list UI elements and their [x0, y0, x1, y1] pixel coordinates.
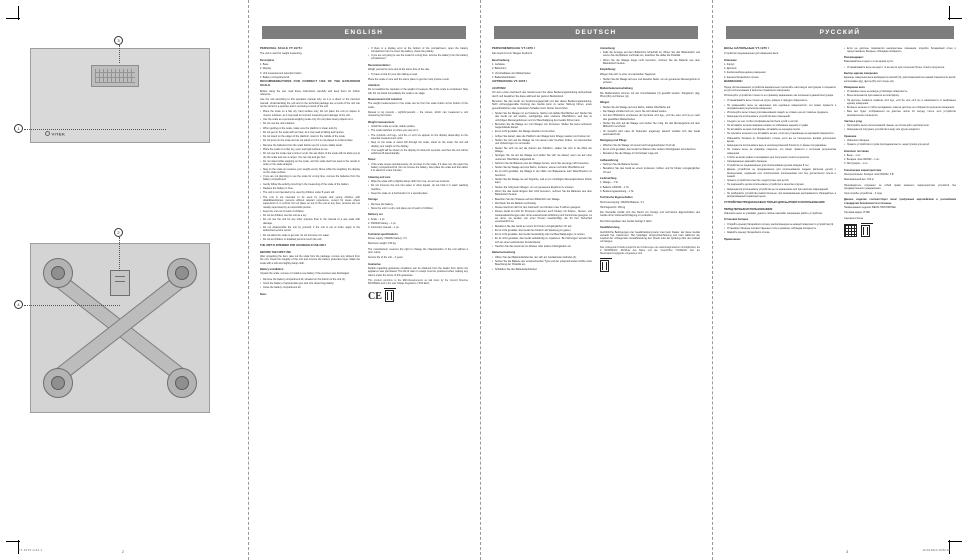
text-block-li: • Устанавливайте весы только на сухую, ровную и твёрдую поверхность.	[724, 99, 836, 102]
text-block-p: Do not swallow the capsules or the weight of measure. Be of the scale is considered. Stay still. Do not stand immediately the scale is an stage.	[368, 88, 468, 95]
logo-mark-icon	[45, 131, 50, 136]
text-block-li: • Запрещается использовать устройство вне помещений.	[724, 115, 836, 118]
text-block-li: • Bewahren Sie das Gerät an einem für Kinder unzugänglichen Ort auf.	[492, 225, 592, 228]
print-code-left: VT-1976.indd 1	[18, 548, 43, 552]
text-block-p: Единицы измерения веса выбираются кнопкой (3), расположенной на нижней поверхности весов: килограммы (kg), фунты (lb) или стоуны (st).	[844, 76, 956, 83]
text-block-li: • Springen Sie nie auf die Waage und stellen Sie sich nie darauf, wenn sie auf einer unebenen Oberfläche aufgestellt ist.	[492, 154, 592, 161]
text-block-h2: Batterieeinsetzung	[492, 251, 516, 255]
text-block-p: Срок службы устройства – 3 года	[844, 192, 882, 196]
text-block-li: • Bewahren Sie das Gerät an einem trockenen, kühlen und für Kinder unzugänglichen Ort auf.	[600, 167, 700, 174]
callout-2: 2	[114, 228, 123, 237]
text-block-li: • Do not get on the scale with wet feet, as it may lead to falling and injuries.	[260, 131, 360, 134]
text-block-h2: Maßeinheitenumschaltung	[600, 87, 633, 91]
text-block-p: Maximum weight: 150 kg	[368, 242, 396, 246]
text-block-li: • Öffnen Sie den Batteriefachdeckel, der sich am Geräteboden befindet (4).	[492, 256, 592, 259]
text-block-h2: Cleaning and care	[368, 175, 391, 179]
text-block-li: • The scale switches on when you step on it.	[368, 129, 468, 132]
waste-bin-icon	[385, 290, 394, 302]
text-block-p: Электропитание: батарея типа CR2032, 3 В	[844, 173, 894, 177]
text-block-h2: УСТРОЙСТВО ПРЕДНАЗНАЧЕНО ТОЛЬКО ДЛЯ БЫТОВОГО ИСПОЛЬЗОВАНИЯ	[724, 201, 825, 205]
text-block-li: • Stellen Sie die Waage auf eine flache, trockene, ebene und harte Oberfläche auf.	[492, 166, 592, 169]
battery-compartment-lid[interactable]	[110, 270, 130, 296]
scale-bottom-view	[30, 243, 210, 413]
text-block-li: • Do not stand on the edges of the platform, stand in the middle of the scale.	[260, 135, 360, 138]
text-block-li: • Храните устройство в сухом прохладном месте, недоступном для детей.	[844, 143, 956, 146]
callout-leader	[119, 237, 120, 271]
text-block-li: • Bewahren Sie die Waage in horizontaler Lage auf.	[600, 152, 700, 155]
sensor-foot	[167, 368, 197, 398]
text-block-h2: Установка батареи	[724, 218, 749, 222]
text-block-li: • Закройте крышку батарейного отсека.	[724, 231, 836, 234]
text-block-li: • Stellen Sie sich auf die Waage und stehen Sie ruhig, bis das Messergebnis auf dem Bildschirm erscheint.	[600, 122, 700, 129]
text-block-num: 3. Bedienungsanleitung – 1 St.	[600, 189, 635, 193]
text-block-li: • Протирайте весы слегка влажной тканью, не используйте растворители.	[844, 124, 956, 127]
text-block-li: • Do not immerse the unit into water or other liquids, do not hold it in wash washing machine.	[368, 184, 468, 191]
compliance-marks	[600, 260, 700, 272]
ce-mark-icon: C E	[368, 290, 381, 302]
text-block-p: Ausführliche Bedingungen der Gewährleistung kann man beim Dealer, der diese Geräte verkauft hat, bekommen. Bei beliebiger Anspruchserhebung soll man während der Laufzeit der vorliegenden Gewährleistung den Check oder die Quittung über den Ankauf vorzulegen.	[600, 230, 700, 244]
compliance-marks	[844, 224, 956, 237]
text-block-p: Benutzen Sie das Gerät nur bestimmungsgemäß und laut dieser Bedienungsanleitung. Nicht ordnungsgemäße Nutzung des Geräts kann zu seiner Störung führen, einen gesundheitlichen oder materiellen Schaden beim Nutzer hervorrufen.	[492, 100, 592, 110]
text-block-h2: Weight measurement	[368, 120, 395, 124]
text-block-li: • Keep the unit out of reach of children.	[260, 210, 360, 213]
text-block-num: 2. Bildschirm	[492, 67, 507, 71]
text-block-li: • Do not stand while stepping on the scale, and the scale itself can lead to the results in order or the scale analysis.	[260, 160, 360, 167]
text-block-h2: Storage	[368, 198, 378, 202]
text-block-p: Wiegen Sie sich zu einer und derselben Tageszeit.	[600, 72, 656, 76]
text-block-li: • Stay on the scale on measure your weight evenly. Move while the weighing; the display on the scale surface.	[260, 168, 360, 175]
text-block-li: • Данное устройство не предназначено для использования людьми (включая детей) с физическими, нервными или психическими отклонениями или без достаточного опыта и знаний.	[724, 168, 836, 178]
text-block-h1: ANTWEISUNG VT-1976 I	[492, 79, 528, 84]
text-block-li: • Auf dem Bildschirm erscheinen die Symbole «0.0 kg», «0.0 lb» oder «0.0 st» je nach den gewählten Maßeinheiten.	[600, 114, 700, 121]
language-header-russian: РУССКИЙ	[726, 26, 954, 39]
callout-3: 3	[114, 36, 123, 45]
text-block-h1: PERSONENWAAGE VT-1976 I	[492, 46, 535, 50]
text-block-p: Торговая марка: VITEK	[844, 211, 871, 215]
text-block-p: Der Hersteller behält sich das Recht vor, Design und technische Eigenschaften des Geräts ohne Vorbenachrichtigung zu verändern.	[600, 211, 700, 218]
text-block-li: • If you are not planning to use the scale for a long time, remove the batteries from the battery compartment.	[260, 175, 360, 182]
text-block-li: • Wenn Sie die Waage lange nicht benutzen, nehmen Sie die Batterie aus dem Batteriefach heraus.	[600, 59, 700, 66]
text-block-li: • Stellen Sie sich auf die Waage nie mit nassen oder feuchten Füßen, um Ausrutschen und Verletzungen zu vermeiden.	[492, 139, 592, 146]
text-block-h2: Measurement unit selection	[368, 98, 403, 102]
text-block-p: Weigh yourself at once and at the same time of the day.	[368, 68, 430, 72]
text-block-h2: Note:	[260, 292, 267, 296]
russian-text-body	[724, 47, 956, 552]
text-block-li: • Ваш вес будет отображаться на дисплее около 10 секунд, после чего устройство автоматически отключится.	[844, 110, 956, 116]
text-block-li: • Не разбирайте устройство самостоятельно, при возникновении неисправности обращайтесь в авторизованный сервисный центр.	[724, 192, 836, 198]
callout-1: 1	[14, 124, 23, 133]
text-block-li: • Извлеките батарею.	[844, 139, 956, 142]
text-block-li: • Установите весы на ровную устойчивую поверхность.	[844, 90, 956, 93]
text-block-li: • Es ist nicht gestattet, das Gerät ins Wasser oder andere Flüssigkeiten einzutauchen.	[600, 148, 700, 151]
text-block-li: • To have a look for your skin taking a meal.	[368, 73, 468, 76]
text-block-p: Die Maßeinheiten können mit der Umschalttaste (3) gewählt werden: Kilogramm (kg), Pfund (lb) und Stones (st).	[600, 91, 700, 99]
text-block-li: • Install the scale on a flat, stable surface.	[368, 125, 468, 128]
sensor-foot	[43, 258, 73, 288]
text-block-li: • Es ist nicht gestattet, das Gerät den Kindern als Spielzeug zu geben.	[492, 229, 592, 232]
text-block-li: • If the scale moves spontaneously, do not step on the scale. If it does not, the upper the battery compartment lid. Do not remove the battery. Also place the scale and then allow it to stand for a few minutes.	[368, 163, 468, 173]
illustration-panel	[0, 0, 248, 560]
text-block-li: • Store the unit in a dry cool place out of reach of children.	[368, 207, 468, 210]
text-block-h2: BEFORE THE FIRST USE	[260, 250, 291, 254]
text-block-p: Максимальный вес: 150 кг	[844, 178, 874, 182]
text-block-p: Service life of the unit – 3 years	[368, 256, 403, 260]
text-block-li: • Do not let children use the unit as a toy.	[260, 214, 360, 217]
text-block-h2: Комплект поставки	[844, 149, 869, 153]
text-block-p: Сделано в Китае	[844, 216, 864, 220]
page-number-left: 2	[122, 550, 124, 554]
text-block-num: 2. Дисплей	[724, 67, 737, 71]
text-block-num: 1. Корпус	[724, 62, 735, 66]
english-panel	[248, 0, 480, 560]
text-block-h2: Reinigung und Pflege	[600, 139, 627, 143]
sensor-foot	[43, 368, 73, 398]
text-block-li: • Keep the scale on a horizontal or in a special place.	[368, 192, 468, 195]
brand-logo: VITEK	[45, 131, 65, 137]
text-block-p: Перед использованием устройства внимательно прочитайте настоящую инструкцию и сохраните её для использования в качестве справочного материала.	[724, 85, 836, 92]
text-block-h2: Notes:	[368, 158, 377, 162]
text-block-li: • Stellen Sie sich nie auf die Kanten der Plattform, stellen Sie sich in die Mitte der Waage.	[492, 147, 592, 154]
text-block-li: • Запрещается использовать весы в непосредственной близости от ванны или раковины.	[724, 144, 836, 147]
text-block-li: • The unit is not intended to be used by children under 8 years old.	[260, 191, 360, 194]
text-block-num: 2. Батарея типа CR2032 – 1 шт.	[844, 158, 880, 162]
text-block-li: • When getting on the scale, make sure the platform is clean and dry.	[260, 127, 360, 130]
text-block-h1: RECOMMENDATIONS FOR CORRECT USE OF THE BATHROOM SCALE	[260, 79, 360, 88]
text-block-li: • Устанавливайте весы на одно и то же место для получения более точного результата.	[844, 66, 956, 69]
text-block-num: 2. Batterie CR2032 – 1 St.	[600, 185, 630, 189]
text-block-p: Stromversorgung: CR2032 Batterie, 3 V	[600, 200, 645, 204]
text-block-p: Производитель сохраняет за собой право изменять характеристики устройств без предварительного уведомления.	[844, 183, 956, 190]
text-block-li: • Wechseln Sie die Batterie rechtzeitig.	[492, 202, 592, 205]
text-block-li: • Запрещается погружать устройство в воду или другие жидкости.	[844, 128, 956, 131]
callout-4: 4	[14, 300, 23, 309]
english-text-body	[260, 47, 468, 552]
text-block-li: • Remove the battery.	[368, 203, 468, 206]
page-number-right: 3	[846, 550, 848, 554]
text-block-li: • Place the scale on a flat, dry, hard surface only. Do not place the unit on slopes or uneven surfaces, as it may lead to incorrect measuring and damage of the unit.	[260, 110, 360, 117]
text-block-li: • Извлекайте батарею из батарейного отсека, если вы не пользуетесь весами длительное время.	[724, 137, 836, 143]
text-block-li: • Replace the battery in time.	[260, 187, 360, 190]
text-block-num: 3. Instruction manual – 1 pc.	[368, 226, 400, 230]
text-block-h2: Technische Eigenschaften	[600, 196, 633, 200]
language-header-english: ENGLISH	[262, 26, 466, 39]
text-block-num: 4. Battery compartment lid	[260, 75, 290, 79]
text-block-li: • Своевременно заменяйте батарею.	[724, 160, 836, 163]
text-block-li: • Stehen Sie ruhig beim Wiegen, um ein genaueres Ergebnis zu erzielen.	[492, 186, 592, 189]
callout-leader	[24, 129, 166, 130]
text-block-li: • Dieses Gerät ist nicht für den Gebrauch von Kindern unter 8 Jahren geeignet.	[492, 206, 592, 209]
text-block-h2: Guarantee	[368, 262, 381, 266]
text-block-h2: Выбор единиц измерения	[844, 71, 878, 75]
text-block-li: • Wipe the scale with a slightly damp cloth from use, do not use solvents.	[368, 180, 468, 183]
text-block-li: • Wenn Sie das Gerät längere Zeit nicht benutzen, nehmen Sie die Batterien aus dem Batteriefach heraus.	[492, 190, 592, 197]
text-block-li: • Benutzen Sie die Waage nur zum Wiegen von Personen. Stellen Sie keine schweren Gegenstände darauf.	[492, 123, 592, 130]
text-block-p: Используйте устройство только по его прямому назначению, как изложено в данной инструкции.	[724, 94, 834, 98]
text-block-footer: Das vorliegende Produkt entspricht den Forderungen der elektromagnetischen Verträglichkeit, die in 89/336/EWG -Richtlinie des Rates und den Vorschriften 73/23/EWG über die Niederspannungsgeräte vorgesehen sind.	[600, 246, 700, 255]
text-block-h2: ПЕРЕД ПЕРВЫМ ИСПОЛЬЗОВАНИЕМ	[724, 207, 773, 211]
callout-leader	[119, 45, 120, 63]
text-block-li: • Стойте на весах ровно и неподвижно для получения точного результата.	[724, 156, 836, 159]
text-block-li: • На дисплее появятся символы «0.0 kg», «0.0 lb» или «0.0 st» в зависимости от выбранных единиц измерения.	[844, 99, 956, 105]
text-block-li: • Do not use the unit for any other purpose than in the manual of a wet scale with damage.	[260, 218, 360, 225]
text-block-li: • Nehmen Sie die Batterie heraus.	[600, 163, 700, 166]
text-block-h2: Description	[260, 58, 275, 62]
text-block-h2: THE UNIT IS INTENDED FOR HOUSEHOLD USE ONLY	[260, 244, 327, 248]
text-block-li: • Es ist nicht gestattet, das Gerät zweckwidrig oder bei Beschädigungen zu nutzen.	[492, 233, 592, 236]
text-block-h2: Чистка и уход	[844, 119, 862, 123]
text-block-li: • Встаньте на весы и стойте неподвижно, пока на дисплее не отобразится результат измерения.	[844, 106, 956, 109]
text-block-li: • Es ist nicht gestattet, die Waage in der Nähe von Badewanne oder Waschbecken zu benutzen.	[492, 170, 592, 177]
text-block-li: • If there is a display error at the bottom of the compartment, open the battery compartment and re-insert the battery, check the polarity.	[368, 47, 468, 54]
text-block-p: Die Nutzungsdauer des Geräts beträgt 3 Jahre	[600, 219, 652, 223]
text-block-li: • Запрещается использовать устройство не по назначению или при наличии повреждений.	[724, 188, 836, 191]
text-block-num: 1. Весы – 1 шт.	[844, 154, 861, 158]
text-block-li: • Die Waage schaltet sich ein, wenn Sie sich darauf stellen.	[600, 110, 700, 113]
text-block-h2: Recommendation:	[368, 63, 391, 67]
text-block-li: • Close the battery compartment lid.	[260, 286, 360, 289]
text-block-footer: This product conforms to the EMC-Requirements as laid down by the Council Directive 89/336/EEC and to the Law Voltage Regulation (73/23 EEC)	[368, 279, 468, 285]
text-block-li: • Stellen Sie die Waage auf eine und dieselbe Stelle, um ein genaueres Messergebnis zu erzielen.	[600, 78, 700, 85]
text-block-h1: ВНИМАНИЕ!	[724, 78, 743, 83]
text-block-li: • Следите за тем, чтобы платформа весов была сухой и чистой.	[724, 120, 836, 123]
text-block-li: • Dieses Gerät ist nicht für Personen (darunter auch Kinder) mit Körper-, Nerven- und Geistesabweichungen oder ohne ausreichende Erfahrung und Kenntnisse geeignet, es sei denn, sie werden von einer Person beaufsichtigt, die für ihre Sicherheit verantwortlich ist.	[492, 210, 592, 223]
text-block-li: • Stellen Sie die Waage nur auf trockene, flache und stabile Oberflächen auf. Stellen Sie das Gerät nie auf weiche, nachgiebige oder unebene Oberflächen, weil das zu unrichtigen Messergebnissen und zur Beschädigung des Geräts führen kann.	[492, 112, 592, 122]
text-block-h2: Battery installation	[260, 267, 284, 271]
text-block-num: 4. Batteriefachdeckel	[492, 75, 516, 79]
text-block-li: • Откройте крышку батарейного отсека, расположенную на нижней поверхности устройства (4).	[724, 223, 836, 226]
text-block-p: Before using the unit, read these instructions carefully and keep them for further reference.	[260, 89, 360, 97]
deutsch-panel	[480, 0, 712, 560]
text-block-p: Извлеките весы из упаковки, удалите любые наклейки, мешающие работе устройства.	[724, 212, 823, 216]
text-block-li: • Falls die Anzeige auf dem Bildschirm fehlerhaft ist, öffnen Sie das Batteriefach und setzen Sie die Batterie nochmals ein, beachten Sie dabei die Polarität.	[600, 51, 700, 58]
text-block-li: • Устройство не предназначено для использования детьми младше 8 лет.	[724, 164, 836, 167]
text-block-p: Das Gerät ist zum Wiegen bestimmt.	[492, 52, 533, 56]
text-block-li: • Храните устройство в местах, недоступных для детей.	[724, 179, 836, 182]
text-block-h2: Технические характеристики	[844, 168, 882, 172]
text-block-num: 3. Umschalttaste der Maßeinheiten	[492, 71, 531, 75]
text-block-li: • Весы включаются при нажатии на платформу.	[844, 94, 956, 97]
text-block-li: • Используйте весы только для взвешивания людей, не ставьте на них тяжёлые предметы.	[724, 111, 836, 114]
text-block-p: Details regarding guarantee conditions can be obtained from the dealer from whom the appliance was purchased. The bill of sale or receipt must be produced when making any claims under the terms of this guarantee.	[368, 267, 468, 277]
text-block-p: Unpack the scale, remove or install a new battery if the previous was discharged.	[260, 272, 350, 276]
text-block-li: • Не разрешайте детям использовать устройство в качестве игрушки.	[724, 183, 836, 186]
text-block-li: • Do not let children or disabled persons touch the unit.	[260, 238, 360, 241]
text-block-p: Power supply: CR2032 battery, 3 V	[368, 237, 407, 241]
text-block-li: • Do not disassemble the unit by yourself, if the unit is out of order, apply to the authorized service center.	[260, 226, 360, 233]
text-block-li: • Не вставайте на края платформы, вставайте на середину весов.	[724, 128, 836, 131]
text-block-h2: Empfehlung:	[600, 68, 616, 72]
text-block-li: • Do not use the unit outdoors.	[260, 122, 360, 125]
text-block-h2: Technical specifications	[368, 232, 398, 236]
text-block-h2: ACHTUNG!	[492, 87, 506, 91]
text-block-h2: Рекомендации:	[844, 55, 864, 59]
text-block-li: • Es ist nicht gestattet, die Waage draußen zu benutzen.	[492, 130, 592, 133]
language-header-deutsch: DEUTSCH	[494, 26, 698, 39]
text-block-num: 1. Scale – 1 pc.	[368, 217, 386, 221]
display	[91, 65, 139, 87]
text-block-h2: Wiegen	[600, 101, 610, 105]
text-block-h2: Beschreibung	[492, 58, 510, 62]
text-block-li: • The unit is not intended to be used by people and young children with disabilities/injuries; persons without relevant experience, except for cases where supervision is in control. Do not place on top of the unit at any time; persons are not usually supervised by a responsible person.	[260, 196, 360, 209]
qr-code-icon	[844, 224, 857, 237]
text-block-li: • Не размещайте весы на наклонных или неровных поверхностях, это может привести к неправильным результатам измерения.	[724, 104, 836, 110]
text-block-num: 3. Unit measurement selection button	[260, 71, 302, 75]
sensor-foot	[167, 258, 197, 288]
text-block-li: • Es ist nicht gestattet, das Gerät selbständig zu reparieren. Bei Störungen wenden Sie sich an einen autorisierten Kundendienst.	[492, 237, 592, 244]
text-block-p: The manufacturer reserves the right to change the characteristics of the unit without a prior notice.	[368, 247, 468, 254]
text-block-p: The weight measurement in the scale can be from the scale button at the bottom of the scale:	[368, 102, 468, 109]
text-block-li: • Insert the battery of appropriate type and size observing polarity.	[260, 282, 360, 285]
text-block-li: • Remove the batteries from the scale before use for a more stable result.	[260, 144, 360, 147]
text-block-p: Наименование изделия: ВЕСЫ НАПОЛЬНЫЕ	[844, 206, 896, 210]
text-block-num: 1. Waage – 1 St.	[600, 181, 619, 185]
text-block-li: • Tauchen Sie das Gerät nie ins Wasser oder andere Flüssigkeiten ein.	[492, 245, 592, 248]
text-block-li: • If you are not going to use the scale for a long time, remove the battery from the battery compartment.	[368, 54, 468, 61]
text-block-p: Устройство предназначено для измерения веса.	[724, 52, 779, 56]
callout-leader	[24, 305, 120, 306]
text-block-li: • Your weight will be shown on the display for about 10 seconds, and then the unit will be switched off automatically.	[368, 149, 468, 156]
text-block-li: • Ihr Gewicht wird etwa 10 Sekunden angezeigt, danach schaltet sich das Gerät automatisch ab.	[600, 130, 700, 137]
text-block-h1: ВЕСЫ НАПОЛЬНЫЕ VT-1976 I	[724, 46, 769, 50]
text-block-li: • Не вставайте на весы мокрыми ногами, во избежание падения и травм.	[724, 124, 836, 127]
text-block-h2: Gewährleistung	[600, 226, 620, 230]
text-block-h2: Примечание:	[724, 237, 741, 241]
text-block-li: • Stellen Sie die Waage nie auf Teppiche, weil es zu unrichtigen Messergebnissen führen kann.	[492, 178, 592, 185]
print-timestamp: 12.04.2013 13:52:18	[922, 548, 950, 552]
text-block-li: • Remove the battery compartment lid, situated on the bottom of the unit (4).	[260, 278, 360, 281]
text-block-p: Place the scale on one and the same place to get the most precise result.	[368, 77, 450, 81]
compliance-marks	[368, 290, 468, 302]
text-block-p: Repeat to kg pounds – kg/lb/st:pounds – the stones, which can measured a unit measuring the button.	[368, 111, 468, 118]
text-block-h2: Delivery set	[368, 213, 383, 217]
text-block-h2: Attention:	[368, 84, 381, 87]
waste-bin-icon	[600, 260, 609, 272]
waste-bin-icon	[861, 225, 870, 237]
text-block-li: • Не прыгайте на весах и не вставайте на них, если они установлены на неровной поверхности.	[724, 132, 836, 135]
text-block-num: 1. Gehäuse	[492, 63, 505, 67]
russian-panel	[712, 0, 968, 560]
text-block-li: • Step on the scale or stand still through the scale; stand on the scale; the unit will display your weight on the display.	[368, 141, 468, 148]
text-block-li: • Не ставьте весы на ковровое покрытие, это может привести к неточным результатам измерения.	[724, 148, 836, 154]
text-block-li: • Stellen Sie die Waage auf eine flache, stabile Oberfläche auf.	[600, 106, 700, 109]
deutsch-text-body	[492, 47, 700, 552]
text-block-p: After unpacking the item, take out the scale from the package, remove any stickers from the unit, check the integrity of the unit and remove the battery protective layer. Make the scale with a soft and slightly damp cloth.	[260, 255, 360, 265]
text-block-num: 2. Display	[260, 67, 271, 71]
text-block-h2: Описание	[724, 58, 737, 62]
text-block-p: The unit is used for weight measuring.	[260, 52, 303, 56]
text-block-li: • Gently follow the activity occurring in the measuring of the scale of the battery.	[260, 183, 360, 186]
text-block-li: • Schließen Sie den Batteriefachdeckel.	[492, 268, 592, 271]
text-block-li: • Wischen Sie die Waage mit einem leicht angefeuchteten Tuch ab.	[600, 144, 700, 147]
text-block-num: 3. Кнопка выбора единиц измерения	[724, 71, 766, 75]
text-block-p: Use the unit according to this operation manual only, as it is a direct or the incorrect manual. Understanding the unit and to the technical package are a result of the unit can not be stored in a purpose and is not being a result of the unit.	[260, 98, 360, 109]
text-block-h2: Lieferumfang	[600, 176, 617, 180]
text-block-li: • The symbols «0.0 kg», «0.0 lb» or «0.0 st» appear on the display depending on the selected measurement units.	[368, 134, 468, 141]
text-block-li: • Achten Sie darauf, dass die Plattform der Waage beim Wiegen sauber und trocken ist.	[492, 135, 592, 138]
text-block-h2: Хранение	[844, 134, 857, 138]
text-block-num: 2. CR2032 battery – 1 pc.	[368, 222, 397, 226]
text-block-h2: Anmerkung:	[600, 46, 616, 50]
text-block-li: • Place the scale on a flat, dry, even and rigid surface to use.	[260, 148, 360, 151]
text-block-li: • Если на дисплее появляются некорректные показания, откройте батарейный отсек и переустановите батарею, соблюдая полярность.	[844, 47, 956, 53]
text-block-li: • Do not allow the scale to get wet; do not immerse it in water.	[260, 234, 360, 237]
text-block-num: 3. Инструкция – 1 шт.	[844, 162, 869, 166]
text-block-p: Взвешивайтесь в одно и то же время суток.	[844, 60, 894, 64]
text-block-num: 4. Крышка батарейного отсека	[724, 75, 759, 79]
display-segments	[95, 69, 135, 83]
text-block-li: • Do not use the scale near a sink or a tub, the wet drops of the scale will not allow you to dry the scale and use a carpet. You can slip and get hurt.	[260, 152, 360, 159]
text-block-h2: Данное изделие соответствует всем требуемым европейским и российским стандартам безопасности и гигиены.	[844, 198, 956, 205]
text-block-li: • Use the scale as a personal weighing scale only. Do not place heavy objects on it.	[260, 118, 360, 121]
text-block-h1: PERSONAL SCALE VT-1976 I	[260, 46, 303, 50]
text-block-li: • Setzen Sie die Batterie des entsprechenden Typs und der entsprechenden Größe unter Beachtung der Polarität ein.	[492, 260, 592, 267]
text-block-p: Vor dem ersten Gebrauch des Geräts lesen Sie diese Bedienungsanleitung aufmerksam durch und bewahren Sie diese während der ganzen Betriebszeit.	[492, 91, 592, 98]
text-block-li: • Do not jump on the scale and do not stand on it if it is not placed on a flat surface.	[260, 139, 360, 142]
text-block-h2: Измерение веса	[844, 85, 865, 89]
text-block-li: • Beachten Sie die Hinweise auf dem Bildschirm der Waage.	[492, 198, 592, 201]
text-block-num: 1. Base	[260, 63, 269, 67]
text-block-h2: Aufbewahrung	[600, 158, 619, 162]
text-block-li: • Nehmen Sie die Batterien aus der Waage heraus, wenn Sie sie lange nicht benutzen.	[492, 162, 592, 165]
text-block-p: Höchstgewicht: 150 kg	[600, 205, 626, 209]
text-block-li: • Установите батарею соответствующего типа и размера, соблюдая полярность.	[724, 227, 836, 230]
